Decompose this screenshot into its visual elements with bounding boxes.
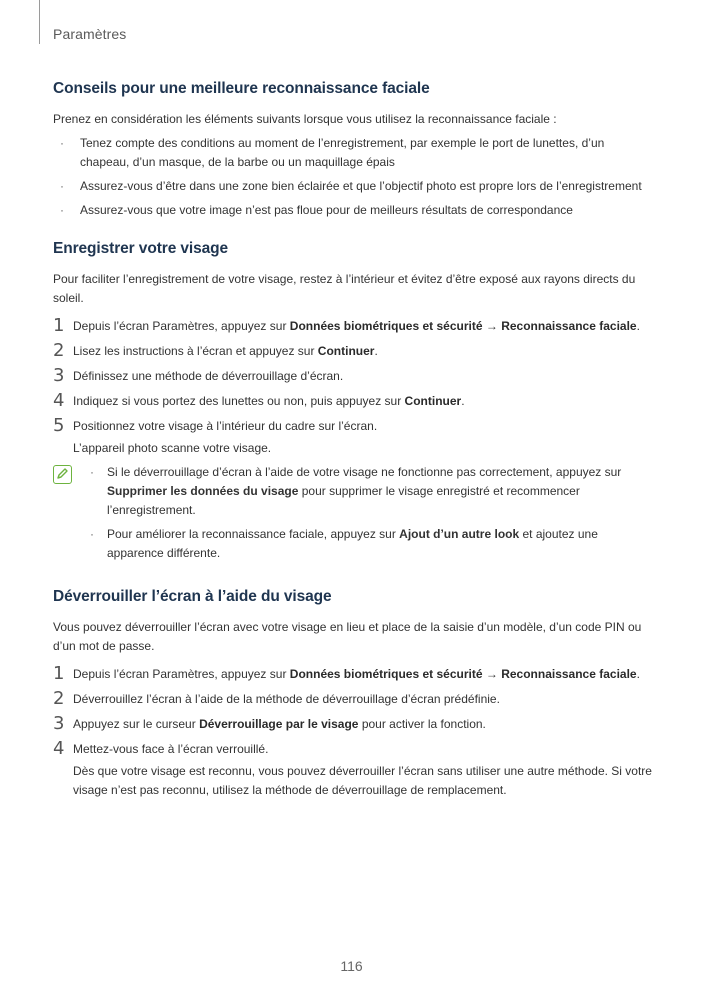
step-subtext: Dès que votre visage est reconnu, vous pouvez déverrouiller l’écran sans utiliser une autre méthode. Si votre visage n’est pas reconnu, utilisez la méthode de déverrouillage de remplacement. <box>73 764 652 797</box>
ui-term: Reconnaissance faciale <box>501 667 637 681</box>
section-title-unlock: Déverrouiller l’écran à l’aide du visage <box>53 588 332 605</box>
step-number: 3 <box>53 713 65 734</box>
step-number: 3 <box>53 365 65 386</box>
step-text: Lisez les instructions à l’écran et appuyez sur Continuer. <box>73 344 378 358</box>
step-number: 4 <box>53 738 65 759</box>
step-item <box>53 714 653 734</box>
step-item <box>53 391 653 411</box>
step-text: Déverrouillez l’écran à l’aide de la méthode de déverrouillage d’écran prédéfinie. <box>73 692 500 706</box>
page-header-title: Paramètres <box>53 26 127 42</box>
section-intro-unlock: Vous pouvez déverrouiller l’écran avec votre visage en lieu et place de la saisie d’un modèle, d’un code PIN ou d’un mot de passe. <box>53 620 642 653</box>
step-number: 5 <box>53 415 65 436</box>
step-item <box>53 366 653 386</box>
step-text: Depuis l’écran Paramètres, appuyez sur Données biométriques et sécurité → Reconnaissance faciale. <box>73 319 640 333</box>
ui-term: Continuer <box>404 394 462 408</box>
step-subtext: L’appareil photo scanne votre visage. <box>73 441 272 455</box>
step-number: 2 <box>53 688 65 709</box>
tip-item: · Tenez compte des conditions au moment de l’enregistrement, par exemple le port de lunettes, d’un chapeau, d’un masque, de la barbe ou un maquillage épais <box>53 134 653 172</box>
step-text: Depuis l’écran Paramètres, appuyez sur Données biométriques et sécurité → Reconnaissance faciale. <box>73 667 640 681</box>
tips-list <box>53 134 653 220</box>
step-item <box>53 664 653 684</box>
ui-term: Déverrouillage par le visage <box>199 717 359 731</box>
ui-term: Reconnaissance faciale <box>501 319 637 333</box>
section-intro-register: Pour faciliter l’enregistrement de votre visage, restez à l’intérieur et évitez d’être exposé aux rayons directs du soleil. <box>53 272 636 305</box>
note-box <box>53 463 653 568</box>
section-register <box>53 240 653 568</box>
ui-term: Continuer <box>317 344 375 358</box>
section-unlock <box>53 588 653 800</box>
step-text: Définissez une méthode de déverrouillage d’écran. <box>73 369 344 383</box>
note-item: · Si le déverrouillage d’écran à l’aide de votre visage ne fonctionne pas correctement, appuyez sur Supprimer les données du visage pour supprimer le visage enregistré et recommencer l’enregistrement. <box>90 463 653 520</box>
tip-item: · Assurez-vous que votre image n’est pas floue pour de meilleurs résultats de correspondance <box>53 201 653 220</box>
step-text: Indiquez si vous portez des lunettes ou non, puis appuyez sur Continuer. <box>73 394 465 408</box>
ui-term: Données biométriques et sécurité <box>289 667 483 681</box>
ui-term: Supprimer les données du visage <box>107 484 299 498</box>
ui-term: Données biométriques et sécurité <box>289 319 483 333</box>
register-steps <box>53 316 653 458</box>
ui-term: Ajout d’un autre look <box>399 527 520 541</box>
note-item: · Pour améliorer la reconnaissance faciale, appuyez sur Ajout d’un autre look et ajoutez une apparence différente. <box>90 525 653 563</box>
section-title-tips: Conseils pour une meilleure reconnaissance faciale <box>53 80 430 97</box>
step-number: 1 <box>53 663 65 684</box>
step-text: Mettez-vous face à l’écran verrouillé. Dès que votre visage est reconnu, vous pouvez déverrouiller l’écran sans utiliser une autre méthode. Si votre visage n’est pas reconnu, utilisez la méthode de déverrouillage de remplacement. <box>73 739 653 800</box>
step-number: 4 <box>53 390 65 411</box>
step-text: Appuyez sur le curseur Déverrouillage par le visage pour activer la fonction. <box>73 717 486 731</box>
header-divider <box>39 0 40 44</box>
page-content <box>53 80 653 820</box>
section-intro-tips: Prenez en considération les éléments suivants lorsque vous utilisez la reconnaissance faciale : <box>53 112 557 126</box>
step-number: 1 <box>53 315 65 336</box>
pencil-note-icon <box>53 465 72 484</box>
unlock-steps <box>53 664 653 800</box>
section-title-register: Enregistrer votre visage <box>53 240 229 257</box>
step-item <box>53 689 653 709</box>
step-item <box>53 341 653 361</box>
tip-item: · Assurez-vous d’être dans une zone bien éclairée et que l’objectif photo est propre lors de l’enregistrement <box>53 177 653 196</box>
step-item <box>53 416 653 458</box>
note-list <box>90 463 653 568</box>
step-number: 2 <box>53 340 65 361</box>
page-number: 116 <box>340 958 363 974</box>
step-item <box>53 316 653 336</box>
section-tips <box>53 80 653 220</box>
step-item <box>53 739 653 800</box>
step-text: Positionnez votre visage à l’intérieur du cadre sur l’écran. L’appareil photo scanne votre visage. <box>73 416 377 458</box>
